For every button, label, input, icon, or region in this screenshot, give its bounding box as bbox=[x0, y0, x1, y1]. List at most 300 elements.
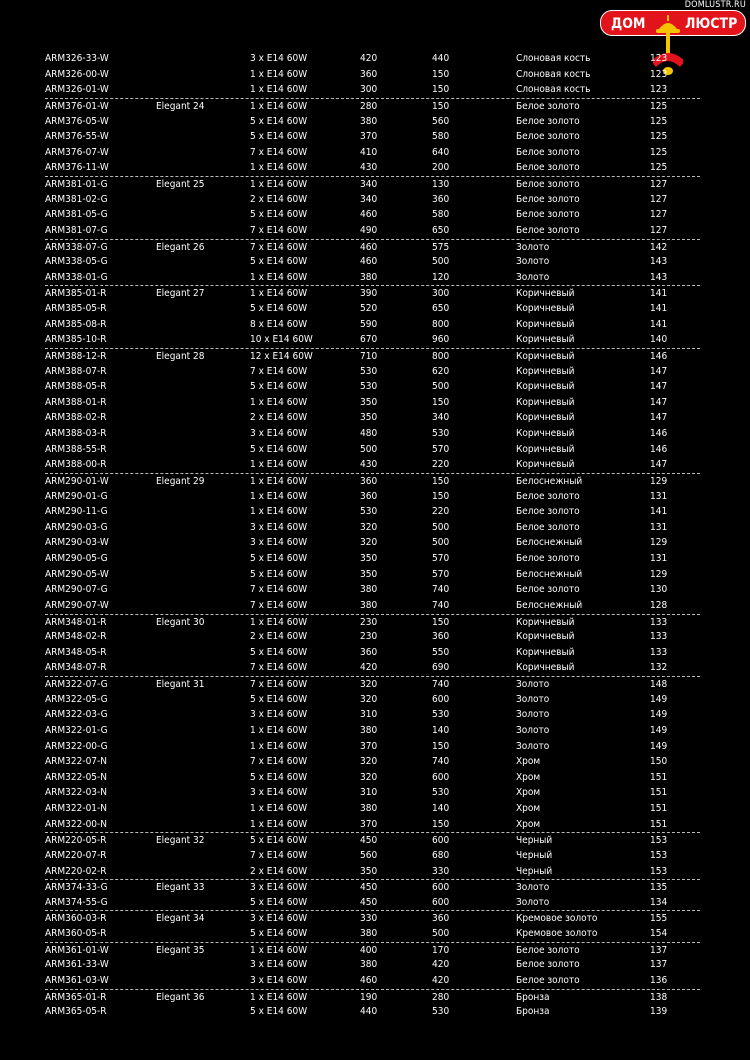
lamp-spec: 7 x E14 60W bbox=[250, 662, 308, 674]
finish-color: Золото bbox=[516, 882, 550, 894]
finish-color: Белое золото bbox=[516, 584, 580, 596]
lamp-spec: 5 x E14 60W bbox=[250, 256, 308, 268]
product-code: ARM220-05-R bbox=[45, 835, 107, 847]
table-row bbox=[45, 723, 700, 739]
finish-color: Коричневый bbox=[516, 662, 575, 674]
catalog-page: 141 bbox=[650, 303, 668, 314]
height-value: 380 bbox=[360, 271, 378, 283]
table-row bbox=[45, 67, 700, 83]
table-row bbox=[45, 582, 700, 598]
finish-color: Коричневый bbox=[516, 334, 575, 346]
height-value: 380 bbox=[360, 959, 378, 971]
table-row bbox=[45, 223, 700, 239]
lamp-spec: 1 x E14 60W bbox=[250, 100, 308, 112]
catalog-page: 155 bbox=[650, 913, 668, 925]
product-code: ARM348-07-R bbox=[45, 662, 107, 674]
catalog-page: 123 bbox=[650, 53, 668, 64]
catalog-page: 123 bbox=[650, 68, 668, 80]
lamp-spec: 5 x E14 60W bbox=[250, 209, 308, 221]
product-code: ARM322-05-N bbox=[45, 771, 108, 783]
collection-name: Elegant 27 bbox=[156, 288, 205, 300]
product-code: ARM361-01-W bbox=[45, 944, 109, 956]
catalog-page: 133 bbox=[650, 616, 668, 628]
finish-color: Коричневый bbox=[516, 459, 575, 471]
lamp-spec: 1 x E14 60W bbox=[250, 724, 308, 736]
finish-color: Коричневый bbox=[516, 288, 575, 300]
finish-color: Белое золото bbox=[516, 146, 580, 158]
diameter-value: 200 bbox=[432, 162, 450, 174]
lamp-spec: 5 x E14 60W bbox=[250, 646, 308, 658]
finish-color: Коричневый bbox=[516, 303, 575, 314]
diameter-value: 550 bbox=[432, 646, 450, 658]
collection-name: Elegant 25 bbox=[156, 179, 205, 190]
table-row bbox=[45, 989, 700, 1005]
finish-color: Черный bbox=[516, 835, 553, 847]
lamp-spec: 8 x E14 60W bbox=[250, 318, 308, 330]
catalog-page: 131 bbox=[650, 553, 668, 564]
product-code: ARM388-02-R bbox=[45, 412, 107, 424]
collection-name: Elegant 33 bbox=[156, 882, 205, 894]
catalog-page: 129 bbox=[650, 568, 668, 580]
finish-color: Золото bbox=[516, 679, 550, 690]
diameter-value: 570 bbox=[432, 553, 450, 564]
product-code: ARM361-03-W bbox=[45, 974, 109, 986]
table-row bbox=[45, 129, 700, 145]
height-value: 310 bbox=[360, 787, 378, 799]
finish-color: Золото bbox=[516, 256, 550, 268]
lamp-spec: 3 x E14 60W bbox=[250, 428, 308, 439]
finish-color: Слоновая кость bbox=[516, 68, 591, 80]
catalog-page: 140 bbox=[650, 334, 668, 346]
diameter-value: 150 bbox=[432, 100, 450, 112]
finish-color: Белое золото bbox=[516, 193, 580, 205]
height-value: 460 bbox=[360, 974, 378, 986]
diameter-value: 150 bbox=[432, 740, 450, 752]
product-code: ARM322-00-N bbox=[45, 818, 108, 830]
finish-color: Коричневый bbox=[516, 350, 575, 362]
table-row bbox=[45, 82, 700, 98]
height-value: 380 bbox=[360, 724, 378, 736]
finish-color: Золото bbox=[516, 241, 550, 253]
finish-color: Золото bbox=[516, 896, 550, 908]
table-row bbox=[45, 535, 700, 551]
height-value: 460 bbox=[360, 209, 378, 221]
finish-color: Белое золото bbox=[516, 521, 580, 533]
height-value: 530 bbox=[360, 365, 378, 377]
height-value: 400 bbox=[360, 944, 378, 956]
product-code: ARM388-07-R bbox=[45, 365, 107, 377]
catalog-page: 149 bbox=[650, 724, 668, 736]
lamp-spec: 7 x E14 60W bbox=[250, 365, 308, 377]
catalog-page: 151 bbox=[650, 787, 668, 799]
table-row bbox=[45, 317, 700, 333]
finish-color: Белоснежный bbox=[516, 599, 583, 611]
product-code: ARM290-01-G bbox=[45, 490, 108, 502]
table-row bbox=[45, 489, 700, 505]
height-value: 480 bbox=[360, 428, 378, 439]
table-row bbox=[45, 364, 700, 380]
site-url[interactable]: DOMLUSTR.RU bbox=[684, 0, 746, 10]
finish-color: Белое золото bbox=[516, 553, 580, 564]
catalog-page: 137 bbox=[650, 959, 668, 971]
product-code: ARM365-05-R bbox=[45, 1006, 107, 1018]
diameter-value: 150 bbox=[432, 68, 450, 80]
diameter-value: 740 bbox=[432, 756, 450, 768]
lamp-spec: 1 x E14 60W bbox=[250, 490, 308, 502]
table-row bbox=[45, 51, 700, 67]
finish-color: Белое золото bbox=[516, 506, 580, 518]
diameter-value: 680 bbox=[432, 849, 450, 861]
lamp-spec: 1 x E14 60W bbox=[250, 991, 308, 1003]
height-value: 340 bbox=[360, 193, 378, 205]
diameter-value: 530 bbox=[432, 709, 450, 721]
product-code: ARM381-05-G bbox=[45, 209, 108, 221]
table-row bbox=[45, 660, 700, 676]
catalog-page: 143 bbox=[650, 271, 668, 283]
height-value: 370 bbox=[360, 131, 378, 143]
height-value: 350 bbox=[360, 553, 378, 564]
product-code: ARM290-07-G bbox=[45, 584, 108, 596]
lamp-spec: 1 x E14 60W bbox=[250, 162, 308, 174]
product-code: ARM290-05-G bbox=[45, 553, 108, 564]
finish-color: Золото bbox=[516, 740, 550, 752]
table-row bbox=[45, 207, 700, 223]
height-value: 330 bbox=[360, 913, 378, 925]
lamp-spec: 2 x E14 60W bbox=[250, 631, 308, 643]
height-value: 370 bbox=[360, 818, 378, 830]
catalog-page: 125 bbox=[650, 115, 668, 127]
product-code: ARM365-01-R bbox=[45, 991, 107, 1003]
table-row bbox=[45, 426, 700, 442]
table-row bbox=[45, 957, 700, 973]
lamp-spec: 5 x E14 60W bbox=[250, 381, 308, 393]
lamp-spec: 5 x E14 60W bbox=[250, 303, 308, 314]
lamp-spec: 5 x E14 60W bbox=[250, 443, 308, 455]
product-code: ARM220-02-R bbox=[45, 865, 107, 877]
diameter-value: 140 bbox=[432, 724, 450, 736]
lamp-spec: 1 x E14 60W bbox=[250, 179, 308, 190]
catalog-page: 132 bbox=[650, 662, 668, 674]
lamp-spec: 7 x E14 60W bbox=[250, 146, 308, 158]
finish-color: Бронза bbox=[516, 1006, 550, 1018]
finish-color: Черный bbox=[516, 849, 553, 861]
height-value: 390 bbox=[360, 288, 378, 300]
finish-color: Слоновая кость bbox=[516, 84, 591, 96]
table-row bbox=[45, 645, 700, 661]
collection-name: Elegant 30 bbox=[156, 616, 205, 628]
finish-color: Белое золото bbox=[516, 115, 580, 127]
diameter-value: 500 bbox=[432, 256, 450, 268]
product-code: ARM374-33-G bbox=[45, 882, 108, 894]
table-row bbox=[45, 879, 700, 895]
product-code: ARM322-03-G bbox=[45, 709, 108, 721]
table-row bbox=[45, 160, 700, 176]
finish-color: Коричневый bbox=[516, 318, 575, 330]
lamp-spec: 1 x E14 60W bbox=[250, 459, 308, 471]
height-value: 490 bbox=[360, 224, 378, 236]
catalog-page: 149 bbox=[650, 709, 668, 721]
catalog-page: 151 bbox=[650, 818, 668, 830]
lamp-spec: 3 x E14 60W bbox=[250, 959, 308, 971]
diameter-value: 420 bbox=[432, 959, 450, 971]
catalog-page: 123 bbox=[650, 84, 668, 96]
catalog-page: 141 bbox=[650, 506, 668, 518]
logo-word-lustr: ЛЮСТР bbox=[685, 16, 738, 32]
product-code: ARM290-03-W bbox=[45, 537, 109, 549]
lamp-spec: 3 x E14 60W bbox=[250, 913, 308, 925]
lamp-spec: 7 x E14 60W bbox=[250, 241, 308, 253]
lamp-spec: 3 x E14 60W bbox=[250, 974, 308, 986]
lamp-spec: 12 x E14 60W bbox=[250, 350, 313, 362]
product-code: ARM290-03-G bbox=[45, 521, 108, 533]
finish-color: Бронза bbox=[516, 991, 550, 1003]
logo-word-dom: ДОМ bbox=[611, 16, 646, 32]
height-value: 350 bbox=[360, 865, 378, 877]
diameter-value: 530 bbox=[432, 428, 450, 439]
finish-color: Белоснежный bbox=[516, 537, 583, 549]
height-value: 300 bbox=[360, 84, 378, 96]
lamp-spec: 1 x E14 60W bbox=[250, 288, 308, 300]
finish-color: Слоновая кость bbox=[516, 53, 591, 64]
height-value: 190 bbox=[360, 991, 378, 1003]
height-value: 430 bbox=[360, 162, 378, 174]
diameter-value: 150 bbox=[432, 84, 450, 96]
finish-color: Коричневый bbox=[516, 631, 575, 643]
product-code: ARM338-07-G bbox=[45, 241, 108, 253]
lamp-spec: 5 x E14 60W bbox=[250, 771, 308, 783]
finish-color: Коричневый bbox=[516, 443, 575, 455]
diameter-value: 140 bbox=[432, 803, 450, 814]
product-code: ARM388-55-R bbox=[45, 443, 107, 455]
lamp-spec: 7 x E14 60W bbox=[250, 599, 308, 611]
height-value: 320 bbox=[360, 679, 378, 690]
catalog-page: 125 bbox=[650, 131, 668, 143]
product-code: ARM326-01-W bbox=[45, 84, 109, 96]
diameter-value: 740 bbox=[432, 679, 450, 690]
lamp-spec: 1 x E14 60W bbox=[250, 475, 308, 487]
finish-color: Хром bbox=[516, 756, 541, 768]
catalog-page: 128 bbox=[650, 599, 668, 611]
height-value: 560 bbox=[360, 849, 378, 861]
collection-name: Elegant 29 bbox=[156, 475, 205, 487]
table-row bbox=[45, 239, 700, 255]
collection-name: Elegant 26 bbox=[156, 241, 205, 253]
diameter-value: 500 bbox=[432, 537, 450, 549]
height-value: 440 bbox=[360, 1006, 378, 1018]
diameter-value: 740 bbox=[432, 599, 450, 611]
product-code: ARM322-05-G bbox=[45, 693, 108, 705]
lamp-spec: 5 x E14 60W bbox=[250, 693, 308, 705]
catalog-page: 127 bbox=[650, 193, 668, 205]
height-value: 520 bbox=[360, 303, 378, 314]
diameter-value: 300 bbox=[432, 288, 450, 300]
catalog-page: 130 bbox=[650, 584, 668, 596]
diameter-value: 330 bbox=[432, 865, 450, 877]
diameter-value: 530 bbox=[432, 1006, 450, 1018]
product-code: ARM338-01-G bbox=[45, 271, 108, 283]
height-value: 320 bbox=[360, 756, 378, 768]
diameter-value: 600 bbox=[432, 693, 450, 705]
diameter-value: 360 bbox=[432, 193, 450, 205]
lamp-spec: 5 x E14 60W bbox=[250, 835, 308, 847]
diameter-value: 220 bbox=[432, 459, 450, 471]
catalog-page: 129 bbox=[650, 537, 668, 549]
catalog-page: 147 bbox=[650, 459, 668, 471]
catalog-page: 141 bbox=[650, 288, 668, 300]
product-code: ARM322-00-G bbox=[45, 740, 108, 752]
height-value: 380 bbox=[360, 928, 378, 939]
table-row bbox=[45, 676, 700, 692]
lamp-spec: 1 x E14 60W bbox=[250, 616, 308, 628]
catalog-page: 131 bbox=[650, 521, 668, 533]
finish-color: Белое золото bbox=[516, 209, 580, 221]
product-code: ARM381-07-G bbox=[45, 224, 108, 236]
catalog-page: 153 bbox=[650, 865, 668, 877]
diameter-value: 690 bbox=[432, 662, 450, 674]
finish-color: Коричневый bbox=[516, 616, 575, 628]
catalog-page: 149 bbox=[650, 740, 668, 752]
catalog-page: 137 bbox=[650, 944, 668, 956]
table-row bbox=[45, 567, 700, 583]
product-code: ARM348-02-R bbox=[45, 631, 107, 643]
diameter-value: 600 bbox=[432, 882, 450, 894]
product-code: ARM381-01-G bbox=[45, 179, 108, 190]
finish-color: Белоснежный bbox=[516, 568, 583, 580]
product-code: ARM361-33-W bbox=[45, 959, 109, 971]
product-code: ARM290-11-G bbox=[45, 506, 108, 518]
lamp-spec: 5 x E14 60W bbox=[250, 896, 308, 908]
diameter-value: 560 bbox=[432, 115, 450, 127]
table-row bbox=[45, 801, 700, 817]
height-value: 280 bbox=[360, 100, 378, 112]
table-row bbox=[45, 942, 700, 958]
product-table bbox=[45, 51, 700, 1020]
table-row bbox=[45, 864, 700, 880]
finish-color: Золото bbox=[516, 724, 550, 736]
table-row bbox=[45, 348, 700, 364]
diameter-value: 150 bbox=[432, 396, 450, 408]
finish-color: Белое золото bbox=[516, 959, 580, 971]
lamp-spec: 7 x E14 60W bbox=[250, 756, 308, 768]
product-code: ARM322-07-N bbox=[45, 756, 108, 768]
height-value: 230 bbox=[360, 616, 378, 628]
height-value: 350 bbox=[360, 568, 378, 580]
product-code: ARM376-01-W bbox=[45, 100, 109, 112]
diameter-value: 150 bbox=[432, 616, 450, 628]
catalog-page: 135 bbox=[650, 882, 668, 894]
diameter-value: 360 bbox=[432, 913, 450, 925]
catalog-page: 141 bbox=[650, 318, 668, 330]
lamp-spec: 1 x E14 60W bbox=[250, 803, 308, 814]
table-row bbox=[45, 848, 700, 864]
lamp-spec: 2 x E14 60W bbox=[250, 412, 308, 424]
catalog-page: 153 bbox=[650, 835, 668, 847]
catalog-page: 127 bbox=[650, 209, 668, 221]
table-row bbox=[45, 817, 700, 833]
catalog-page: 148 bbox=[650, 679, 668, 690]
lamp-spec: 1 x E14 60W bbox=[250, 944, 308, 956]
height-value: 670 bbox=[360, 334, 378, 346]
collection-name: Elegant 28 bbox=[156, 350, 205, 362]
catalog-page: 131 bbox=[650, 490, 668, 502]
lamp-spec: 1 x E14 60W bbox=[250, 271, 308, 283]
catalog-page: 129 bbox=[650, 475, 668, 487]
diameter-value: 340 bbox=[432, 412, 450, 424]
table-row bbox=[45, 895, 700, 911]
diameter-value: 650 bbox=[432, 224, 450, 236]
finish-color: Белое золото bbox=[516, 100, 580, 112]
table-row bbox=[45, 114, 700, 130]
height-value: 710 bbox=[360, 350, 378, 362]
catalog-page: 133 bbox=[650, 646, 668, 658]
diameter-value: 800 bbox=[432, 350, 450, 362]
height-value: 590 bbox=[360, 318, 378, 330]
height-value: 430 bbox=[360, 459, 378, 471]
finish-color: Белоснежный bbox=[516, 475, 583, 487]
product-code: ARM326-33-W bbox=[45, 53, 109, 64]
height-value: 320 bbox=[360, 693, 378, 705]
height-value: 420 bbox=[360, 53, 378, 64]
table-row bbox=[45, 176, 700, 192]
diameter-value: 500 bbox=[432, 521, 450, 533]
height-value: 450 bbox=[360, 882, 378, 894]
product-code: ARM376-11-W bbox=[45, 162, 109, 174]
table-row bbox=[45, 926, 700, 942]
diameter-value: 570 bbox=[432, 568, 450, 580]
catalog-page: 150 bbox=[650, 756, 668, 768]
lamp-spec: 1 x E14 60W bbox=[250, 818, 308, 830]
catalog-page: 138 bbox=[650, 991, 668, 1003]
finish-color: Белое золото bbox=[516, 944, 580, 956]
product-code: ARM322-01-N bbox=[45, 803, 108, 814]
catalog-page: 146 bbox=[650, 443, 668, 455]
lamp-spec: 5 x E14 60W bbox=[250, 131, 308, 143]
height-value: 230 bbox=[360, 631, 378, 643]
collection-name: Elegant 24 bbox=[156, 100, 205, 112]
lamp-spec: 3 x E14 60W bbox=[250, 537, 308, 549]
lamp-spec: 7 x E14 60W bbox=[250, 679, 308, 690]
finish-color: Хром bbox=[516, 787, 541, 799]
table-row bbox=[45, 379, 700, 395]
product-code: ARM338-05-G bbox=[45, 256, 108, 268]
catalog-page: 143 bbox=[650, 256, 668, 268]
table-row bbox=[45, 98, 700, 114]
lamp-spec: 3 x E14 60W bbox=[250, 709, 308, 721]
finish-color: Золото bbox=[516, 271, 550, 283]
diameter-value: 150 bbox=[432, 818, 450, 830]
catalog-page: 133 bbox=[650, 631, 668, 643]
finish-color: Хром bbox=[516, 818, 541, 830]
height-value: 420 bbox=[360, 662, 378, 674]
height-value: 360 bbox=[360, 490, 378, 502]
product-code: ARM374-55-G bbox=[45, 896, 108, 908]
product-code: ARM322-07-G bbox=[45, 679, 108, 690]
diameter-value: 440 bbox=[432, 53, 450, 64]
table-row bbox=[45, 707, 700, 723]
diameter-value: 500 bbox=[432, 928, 450, 939]
collection-name: Elegant 32 bbox=[156, 835, 205, 847]
finish-color: Золото bbox=[516, 693, 550, 705]
diameter-value: 640 bbox=[432, 146, 450, 158]
product-code: ARM348-05-R bbox=[45, 646, 107, 658]
diameter-value: 150 bbox=[432, 490, 450, 502]
catalog-page: 139 bbox=[650, 1006, 668, 1018]
finish-color: Золото bbox=[516, 709, 550, 721]
lamp-spec: 5 x E14 60W bbox=[250, 568, 308, 580]
table-row bbox=[45, 145, 700, 161]
height-value: 530 bbox=[360, 381, 378, 393]
finish-color: Коричневый bbox=[516, 428, 575, 439]
